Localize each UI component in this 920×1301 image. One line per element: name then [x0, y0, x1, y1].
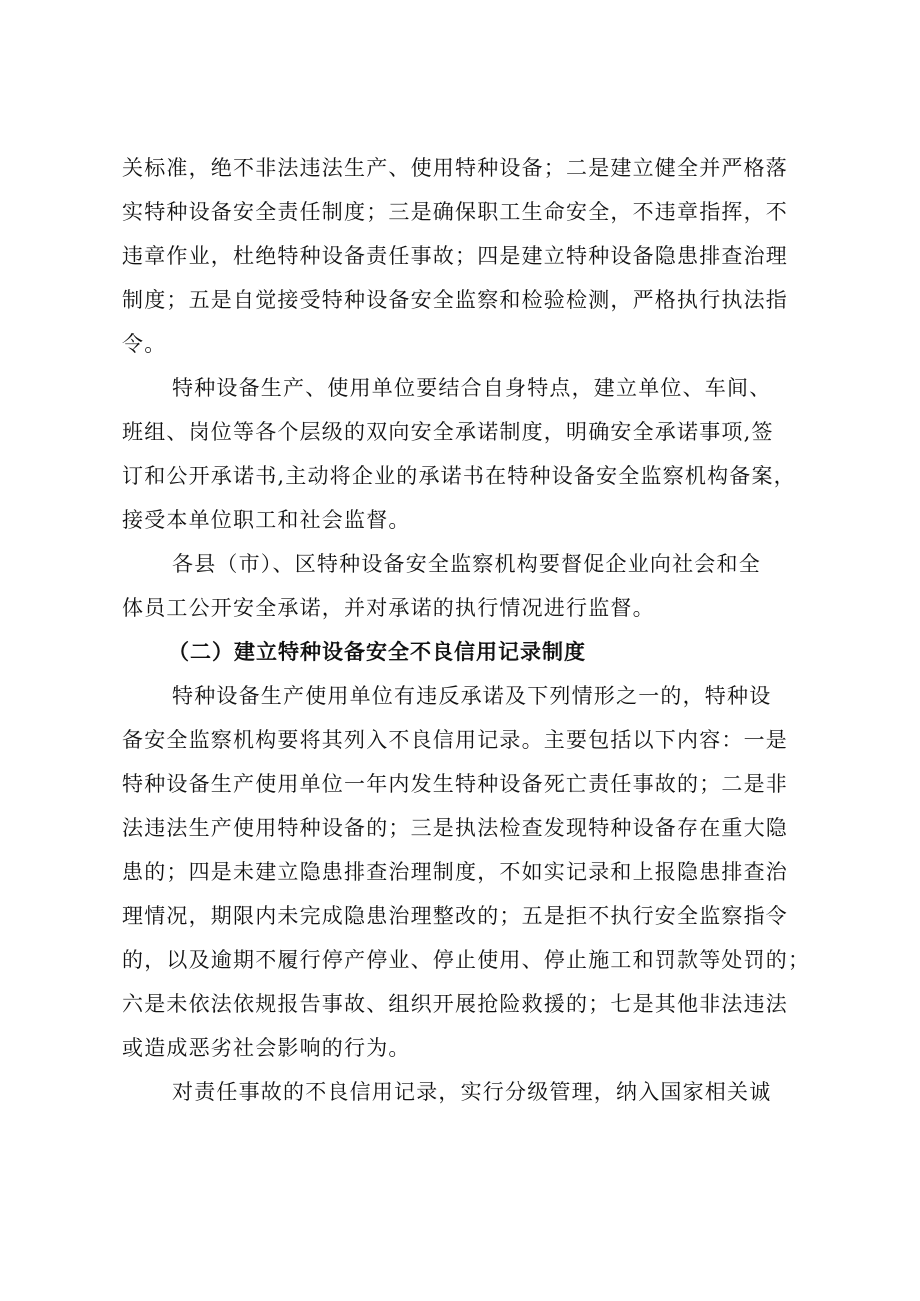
- document-body: [122, 146, 812, 1114]
- text-line: 或造成恶劣社会影响的行为。: [122, 1036, 411, 1060]
- text-line: 六是未依法依规报告事故、组织开展抢险救援的；七是其他非法违法: [122, 992, 788, 1016]
- text-line: 班组、岗位等各个层级的双向安全承诺制度，明确安全承诺事项,签: [122, 420, 774, 444]
- text-line: 关标准，绝不非法违法生产、使用特种设备；二是建立健全并严格落: [122, 156, 788, 180]
- paragraph-first-line: 特种设备生产、使用单位要结合自身特点，建立单位、车间、: [172, 376, 772, 400]
- paragraph-first-line: 特种设备生产使用单位有违反承诺及下列情形之一的，特种设: [172, 684, 772, 708]
- paragraph-first-line: 对责任事故的不良信用记录，实行分级管理，纳入国家相关诚: [172, 1080, 772, 1104]
- paragraph-first-line: 各县（市）、区特种设备安全监察机构要督促企业向社会和全: [172, 552, 761, 576]
- text-line: 制度；五是自觉接受特种设备安全监察和检验检测，严格执行执法指: [122, 288, 788, 312]
- text-line: 令。: [122, 332, 167, 356]
- text-line: 违章作业，杜绝特种设备责任事故；四是建立特种设备隐患排查治理: [122, 244, 788, 268]
- text-line: 接受本单位职工和社会监督。: [122, 508, 411, 532]
- section-heading: （二）建立特种设备安全不良信用记录制度: [168, 640, 586, 664]
- text-line: 备安全监察机构要将其列入不良信用记录。主要包括以下内容：一是: [122, 728, 788, 752]
- text-line: 实特种设备安全责任制度；三是确保职工生命安全，不违章指挥，不: [122, 200, 788, 224]
- text-line: 体员工公开安全承诺，并对承诺的执行情况进行监督。: [122, 596, 655, 620]
- text-line: 法违法生产使用特种设备的；三是执法检查发现特种设备存在重大隐: [122, 816, 788, 840]
- text-line: 理情况，期限内未完成隐患治理整改的；五是拒不执行安全监察指令: [122, 904, 788, 928]
- text-line: 患的；四是未建立隐患排查治理制度，不如实记录和上报隐患排查治: [122, 860, 788, 884]
- text-line: 特种设备生产使用单位一年内发生特种设备死亡责任事故的；二是非: [122, 772, 788, 796]
- text-line: 订和公开承诺书,主动将企业的承诺书在特种设备安全监察机构备案，: [122, 464, 796, 488]
- text-line: 的，以及逾期不履行停产停业、停止使用、停止施工和罚款等处罚的；: [122, 948, 811, 972]
